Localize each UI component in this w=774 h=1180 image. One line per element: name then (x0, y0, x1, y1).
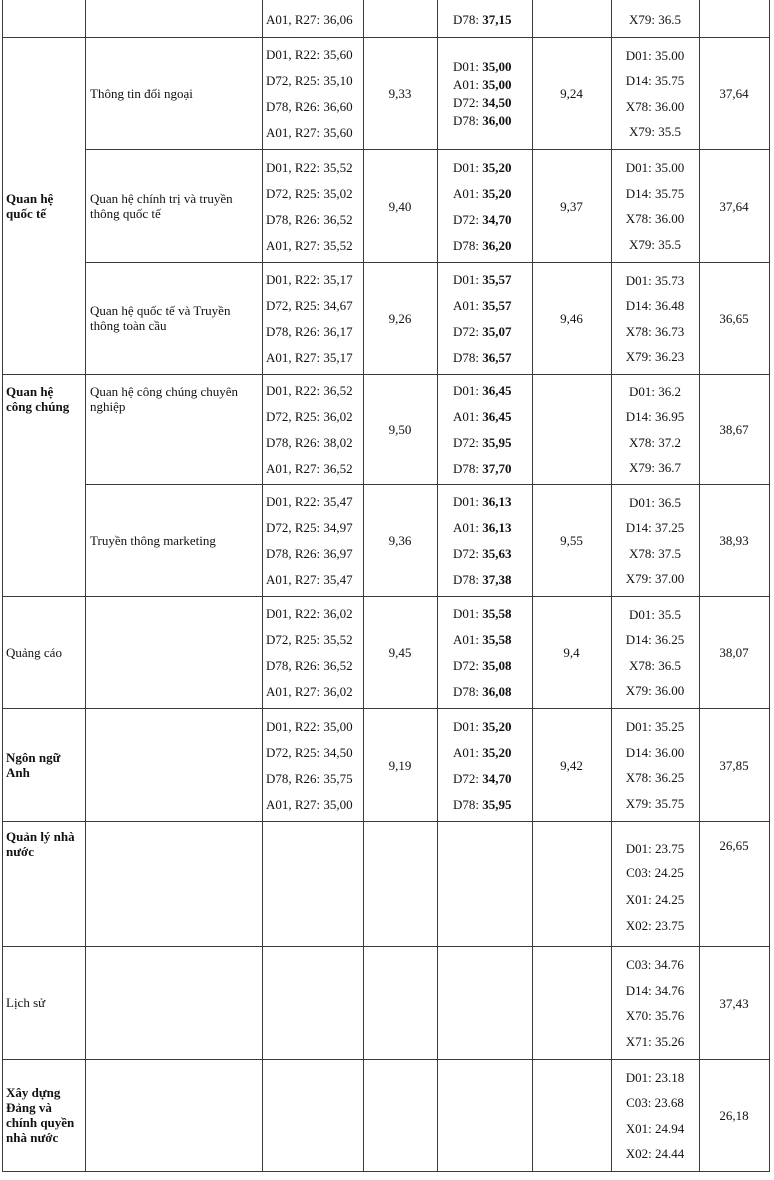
score-list: X79: 37.00 (625, 571, 685, 587)
combo-code: D72: (453, 546, 483, 561)
score-combo-bold (453, 632, 512, 647)
grid-hline (2, 1059, 770, 1060)
combo-code: D72: (453, 770, 483, 786)
grid-hline (2, 821, 770, 822)
score-combo-bold (453, 797, 512, 812)
combo-score: 34,70 (482, 770, 512, 786)
grid-hline (2, 946, 770, 947)
combo-score: 37,70 (482, 461, 512, 476)
score-list: X78: 36.25 (625, 770, 685, 786)
score-list: C03: 34.76 (626, 957, 684, 973)
score-list: X78: 37.5 (629, 545, 681, 561)
score-list: D01: 35.00 (625, 160, 685, 176)
score-combo: D78, R26: 35,75 (266, 770, 353, 786)
combo-code: A01: (453, 409, 483, 424)
score-combo-bold (453, 77, 512, 92)
combo-code: D78: (453, 684, 483, 699)
score-combo-bold (453, 95, 512, 110)
score-list: X79: 35.5 (629, 124, 681, 140)
grid-hline (2, 708, 770, 709)
score-combo-bold (453, 12, 512, 27)
combo-code: A01: (453, 632, 483, 647)
score-final: 26,65 (719, 838, 749, 853)
score-final: 37,64 (719, 86, 749, 101)
score-final: 37,85 (719, 757, 749, 773)
combo-code: D01: (453, 606, 483, 621)
score-combo-bold (453, 113, 512, 128)
row-group-label: Lịch sử (6, 995, 46, 1010)
score-combo-bold (453, 324, 512, 339)
score-combo: A01, R27: 35,52 (266, 237, 353, 253)
score-combo-bold (453, 383, 512, 398)
combo-score: 36,45 (482, 383, 512, 398)
combo-score: 36,13 (482, 520, 512, 535)
score-final: 38,93 (719, 533, 749, 548)
combo-score: 35,95 (482, 435, 512, 450)
score-combo-bold (453, 186, 512, 201)
score-combo-bold (453, 658, 512, 673)
combo-code: D78: (453, 113, 483, 128)
grid-hline (2, 1171, 770, 1172)
score-combo-bold (453, 546, 512, 561)
score-list: D14: 34.76 (625, 982, 685, 998)
score-final: 36,65 (719, 311, 749, 326)
score-combo: A01, R27: 35,60 (266, 125, 353, 140)
combo-score: 35,58 (482, 606, 512, 621)
combo-code: D78: (453, 572, 483, 587)
score-combo-bold (453, 719, 512, 734)
combo-code: D72: (453, 435, 483, 450)
grid-hline (2, 596, 770, 597)
score-list: X79: 35.5 (629, 236, 681, 252)
score-combo: D01, R22: 36,52 (266, 383, 353, 398)
score-combo-bold (453, 435, 512, 450)
score-combo-bold (453, 494, 512, 509)
combo-code: D72: (453, 658, 483, 673)
combo-score: 35,20 (482, 185, 512, 201)
score-combo: A01, R27: 35,00 (266, 796, 353, 812)
combo-code: A01: (453, 185, 483, 201)
combo-score: 35,57 (482, 298, 512, 313)
score-list: X02: 23.75 (625, 918, 685, 933)
score-combo: D72, R25: 34,67 (266, 298, 353, 313)
score-list: D01: 23.75 (625, 841, 685, 856)
combo-score: 36,13 (482, 494, 512, 509)
score-combo: D72, R25: 34,50 (266, 744, 353, 760)
combo-code: A01: (453, 77, 483, 92)
combo-score: 35,63 (482, 546, 512, 561)
major-name: Quan hệ công chúng chuyên nghiệp (90, 384, 239, 414)
score-combo-bold (453, 160, 512, 175)
score-avg-2: 9,42 (560, 757, 583, 773)
score-list: D14: 37.25 (625, 520, 685, 536)
score-list: D14: 35.75 (625, 73, 685, 89)
score-list: D01: 35.00 (625, 47, 685, 63)
score-list: C03: 24.25 (626, 865, 684, 880)
score-combo-bold (453, 212, 512, 227)
score-combo: A01, R27: 35,17 (266, 350, 353, 365)
combo-code: D72: (453, 324, 483, 339)
score-final: 38,07 (719, 645, 749, 660)
score-avg: 9,36 (388, 533, 412, 548)
score-avg-2: 9,4 (563, 645, 580, 660)
score-combo: A01, R27: 36,52 (266, 461, 353, 476)
combo-score: 35,07 (482, 324, 512, 339)
combo-score: 36,00 (482, 113, 512, 128)
score-avg: 9,45 (388, 645, 412, 660)
score-combo: D01, R22: 36,02 (266, 606, 353, 621)
score-avg-2: 9,24 (560, 86, 583, 101)
score-avg-2: 9,46 (560, 311, 583, 326)
grid-hline (2, 37, 770, 38)
major-name: Quan hệ chính trị và truyền thông quốc tế (90, 190, 233, 221)
combo-score: 36,08 (482, 684, 512, 699)
combo-score: 35,20 (482, 744, 512, 760)
grid-vline (2, 0, 3, 1171)
grid-hline (2, 374, 770, 375)
score-list: D14: 36.48 (625, 298, 685, 314)
score-list: C03: 23.68 (626, 1095, 684, 1111)
score-avg: 9,50 (388, 422, 412, 437)
score-combo: D78, R26: 36,52 (266, 211, 353, 227)
score-combo: D72, R25: 35,52 (266, 632, 353, 647)
combo-score: 36,45 (482, 409, 512, 424)
score-combo: D78, R26: 38,02 (266, 435, 353, 450)
combo-score: 36,20 (482, 237, 512, 253)
combo-score: 35,00 (482, 77, 512, 92)
score-list: X70: 35.76 (625, 1008, 685, 1024)
combo-score: 35,20 (482, 718, 512, 734)
score-avg: 9,26 (388, 311, 412, 326)
score-list: D14: 36.95 (625, 409, 685, 425)
score-combo-bold (453, 572, 512, 587)
score-final: 38,67 (719, 422, 749, 437)
score-combo: D72, R25: 35,10 (266, 73, 353, 88)
score-list: X78: 36.00 (625, 98, 685, 114)
score-combo: D01, R22: 35,52 (266, 159, 353, 175)
score-combo: D78, R26: 36,17 (266, 324, 353, 339)
score-avg-2: 9,55 (560, 533, 583, 548)
row-group-label: Ngôn ngữ Anh (6, 749, 61, 780)
combo-score: 35,57 (482, 272, 512, 287)
combo-score: 35,58 (482, 632, 512, 647)
score-list: X78: 36.5 (629, 657, 681, 673)
score-list: X71: 35.26 (625, 1033, 685, 1049)
combo-code: D01: (453, 718, 483, 734)
combo-score: 34,70 (482, 211, 512, 227)
combo-score: 37,38 (482, 572, 512, 587)
score-combo-bold (453, 298, 512, 313)
score-list: X01: 24.94 (625, 1120, 685, 1136)
score-combo: A01, R27: 36,06 (266, 11, 353, 27)
score-combo: D01, R22: 35,60 (266, 47, 353, 62)
score-combo: D01, R22: 35,00 (266, 718, 353, 734)
score-list: X79: 35.75 (625, 795, 685, 811)
combo-code: A01: (453, 298, 483, 313)
score-list: D14: 35.75 (625, 185, 685, 201)
score-combo-bold (453, 606, 512, 621)
score-list: D14: 36.00 (625, 744, 685, 760)
combo-code: D01: (453, 59, 483, 74)
row-group-label: Quảng cáo (6, 644, 62, 660)
score-list: D14: 36.25 (625, 632, 685, 648)
score-list: X78: 37.2 (629, 434, 681, 450)
grid-hline (85, 484, 770, 485)
score-list: X01: 24.25 (625, 892, 685, 907)
group-label: Quan hệ công chúng (6, 384, 70, 414)
combo-code: D78: (453, 237, 483, 253)
grid-vline (532, 0, 533, 1171)
row-group-label: Xây dựng Đảng và chính quyền nhà nước (6, 1085, 75, 1145)
score-list: D01: 36.5 (629, 494, 681, 510)
score-combo-bold (453, 409, 512, 424)
combo-score: 37,15 (482, 11, 512, 27)
grid-vline (85, 0, 86, 1171)
row-group-label: Quản lý nhà nước (6, 829, 75, 859)
score-list: X79: 36.7 (629, 460, 681, 476)
major-name: Thông tin đối ngoại (90, 86, 193, 101)
score-avg: 9,40 (388, 198, 412, 214)
major-name: Truyền thông marketing (90, 533, 216, 548)
combo-code: D78: (453, 11, 483, 27)
grid-vline (262, 0, 263, 1171)
combo-code: D72: (453, 211, 483, 227)
combo-score: 36,57 (482, 350, 512, 365)
combo-code: D78: (453, 796, 483, 812)
score-combo: D01, R22: 35,17 (266, 272, 353, 287)
combo-code: D72: (453, 95, 483, 110)
score-list: X02: 24.44 (625, 1146, 685, 1162)
combo-score: 35,08 (482, 658, 512, 673)
grid-vline (769, 0, 770, 1171)
score-combo: A01, R27: 36,02 (266, 684, 353, 699)
score-combo-bold (453, 520, 512, 535)
score-combo-bold (453, 272, 512, 287)
combo-score: 35,00 (482, 59, 512, 74)
grid-vline (437, 0, 438, 1171)
score-list: D01: 36.2 (629, 383, 681, 399)
score-list: D01: 35.25 (625, 719, 685, 735)
score-combo-bold (453, 684, 512, 699)
score-combo-bold (453, 59, 512, 74)
score-avg: 9,33 (388, 86, 412, 101)
score-list: D01: 35.5 (629, 606, 681, 622)
combo-code: D01: (453, 494, 483, 509)
score-combo-bold (453, 350, 512, 365)
score-final: 37,64 (719, 198, 749, 214)
combo-code: D78: (453, 461, 483, 476)
score-combo: D78, R26: 36,97 (266, 546, 353, 561)
combo-score: 35,95 (482, 796, 512, 812)
combo-code: A01: (453, 744, 483, 760)
major-name: Quan hệ quốc tế và Truyền thông toàn cầu (90, 303, 231, 333)
score-list: X79: 36.23 (625, 349, 685, 365)
score-combo: D01, R22: 35,47 (266, 494, 353, 509)
score-combo-bold (453, 771, 512, 786)
score-combo-bold (453, 238, 512, 253)
score-combo-bold (453, 461, 512, 476)
score-combo: D72, R25: 36,02 (266, 409, 353, 424)
score-list: X78: 36.73 (625, 323, 685, 339)
score-list: X79: 36.00 (625, 683, 685, 699)
score-avg: 9,19 (388, 757, 412, 773)
score-final: 37,43 (719, 995, 749, 1011)
score-combo-bold (453, 745, 512, 760)
score-list: X79: 36.5 (629, 11, 681, 27)
combo-score: 35,20 (482, 159, 512, 175)
combo-code: D78: (453, 350, 483, 365)
score-combo: D72, R25: 34,97 (266, 520, 353, 535)
combo-code: D01: (453, 272, 483, 287)
score-combo: A01, R27: 35,47 (266, 572, 353, 587)
score-list: D01: 23.18 (625, 1069, 685, 1085)
combo-code: D01: (453, 383, 483, 398)
combo-code: A01: (453, 520, 483, 535)
score-combo: D78, R26: 36,60 (266, 99, 353, 114)
combo-score: 34,50 (482, 95, 512, 110)
grid-hline (85, 149, 770, 150)
grid-hline (85, 262, 770, 263)
score-combo: D72, R25: 35,02 (266, 185, 353, 201)
score-list: X78: 36.00 (625, 211, 685, 227)
score-list: D01: 35.73 (625, 272, 685, 288)
combo-code: D01: (453, 159, 483, 175)
score-combo: D78, R26: 36,52 (266, 658, 353, 673)
grid-vline (363, 0, 364, 1171)
score-avg-2: 9,37 (560, 198, 583, 214)
score-final: 26,18 (719, 1108, 749, 1123)
group-label: Quan hệ quốc tế (6, 190, 54, 221)
